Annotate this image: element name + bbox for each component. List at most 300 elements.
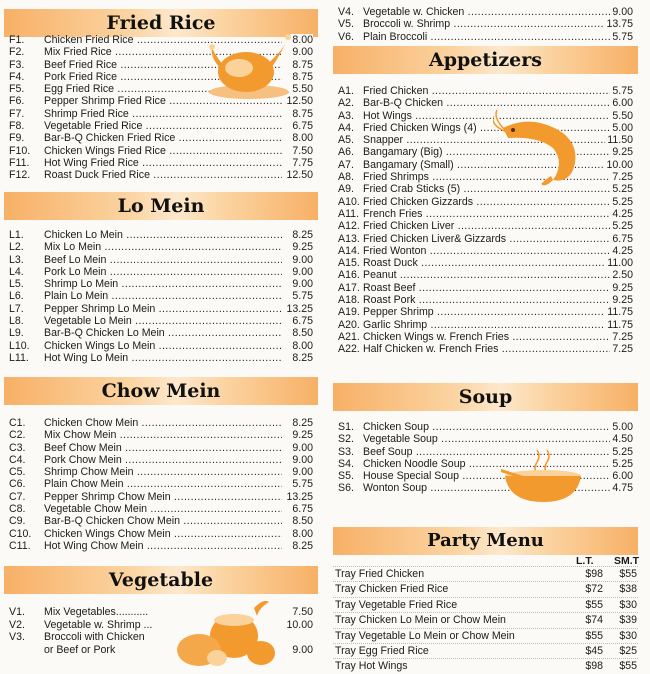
item-name: Chicken Wings Chow Mein .....	[44, 528, 282, 540]
item-price-large-tray: $55	[585, 598, 603, 611]
item-name: Plain Chow Mein .....	[44, 478, 282, 490]
item-price: 5.75	[612, 30, 633, 43]
item-code: L2.	[9, 241, 24, 254]
item-code: F3.	[9, 58, 25, 71]
item-name: Roast Beef .....	[363, 282, 610, 294]
item-code: F1.	[9, 34, 25, 46]
item-code: V2.	[9, 618, 25, 631]
item-name: Roast Pork .....	[363, 294, 610, 306]
menu-item	[333, 159, 638, 171]
item-code: C2.	[9, 429, 26, 442]
item-price: 8.25	[292, 539, 313, 552]
item-price: 7.25	[612, 343, 633, 356]
item-code: C8.	[9, 503, 26, 516]
item-code: C1.	[9, 417, 26, 429]
menu-item	[333, 97, 638, 109]
item-name: Mix Fried Rice .....	[44, 46, 282, 58]
menu-item	[333, 208, 638, 220]
item-name: Chicken Noodle Soup .....	[363, 458, 610, 470]
menu-item	[4, 120, 318, 132]
item-name: Fried Chicken Liver& Gizzards .....	[363, 233, 610, 245]
item-name: Roast Duck .....	[363, 257, 610, 269]
item-price: 5.25	[612, 457, 633, 470]
menu-item	[4, 442, 318, 454]
menu-item	[4, 515, 318, 527]
item-price-small-tray: $38	[619, 583, 637, 596]
item-name: Fried Chicken Wings (4) .....	[363, 122, 610, 134]
item-name: Vegetable Chow Mein .....	[44, 503, 282, 515]
item-name: Beef Chow Mein .....	[44, 442, 282, 454]
item-code: C4.	[9, 453, 26, 466]
item-name: Plain Broccoli .....	[363, 31, 610, 43]
item-price: 13.75	[606, 18, 633, 31]
item-price: 13.25	[286, 302, 313, 315]
item-price: 7.25	[612, 330, 633, 343]
item-code: A21.	[338, 330, 360, 343]
menu-item	[4, 278, 318, 290]
item-price: 11.50	[607, 134, 633, 147]
item-price: 4.50	[612, 433, 633, 446]
item-name: Fried Crab Sticks (5) .....	[363, 183, 610, 195]
party-item	[333, 612, 638, 627]
menu-item	[333, 85, 638, 97]
menu-item	[333, 446, 638, 458]
item-name: Bar-B-Q Chicken Chow Mein .....	[44, 515, 282, 527]
item-price: 5.25	[612, 445, 633, 458]
item-name: or Beef or Pork	[44, 643, 116, 656]
menu-item	[333, 269, 638, 281]
menu-item	[333, 257, 638, 269]
menu-item	[4, 266, 318, 278]
item-price: 8.75	[292, 107, 313, 120]
item-price: 4.25	[612, 244, 633, 257]
menu-item	[4, 417, 318, 429]
menu-item	[4, 229, 318, 241]
item-name: Vegetable w. Shrimp ...	[44, 618, 153, 631]
menu-item	[333, 18, 638, 30]
lo-mein-list	[4, 229, 318, 364]
item-code: L4.	[9, 265, 24, 278]
item-code: F2.	[9, 46, 25, 59]
item-code: F4.	[9, 70, 25, 83]
item-price: 5.75	[612, 85, 633, 97]
menu-item	[4, 327, 318, 339]
item-price: 9.00	[292, 453, 313, 466]
item-name: Peanut .....	[363, 269, 610, 281]
item-code: C10.	[9, 527, 32, 540]
item-price: 8.25	[292, 417, 313, 429]
item-code: A5.	[338, 134, 354, 147]
fried-rice-header: Fried Rice	[4, 9, 318, 37]
item-name: Vegetable Fried Rice .....	[44, 120, 282, 132]
item-name: Roast Duck Fried Rice .....	[44, 169, 282, 181]
item-price-large-tray: $45	[585, 644, 603, 657]
item-price: 9.00	[612, 6, 633, 18]
item-name: Vegetable w. Chicken .....	[363, 6, 610, 18]
item-name: Garlic Shrimp .....	[363, 319, 610, 331]
item-code: S1.	[338, 421, 354, 433]
menu-item	[333, 282, 638, 294]
item-code: C7.	[9, 490, 26, 503]
item-name: Beef Fried Rice .....	[44, 59, 282, 71]
item-code: A13.	[338, 232, 360, 245]
menu-item	[333, 470, 638, 482]
item-price: 8.00	[292, 527, 313, 540]
item-name: Broccoli with Chicken	[44, 631, 145, 644]
item-name: Chicken Soup .....	[363, 421, 610, 433]
item-name: Bar-B-Q Chicken Lo Mein .....	[44, 327, 282, 339]
item-price: 2.50	[612, 269, 633, 282]
item-code: S6.	[338, 482, 354, 495]
item-price: 9.00	[292, 278, 313, 291]
item-price: 9.25	[612, 281, 633, 294]
item-price: 8.00	[292, 132, 313, 145]
item-code: C11.	[9, 539, 31, 552]
item-name: Chicken Lo Mein .....	[44, 229, 282, 241]
item-price: 6.75	[612, 232, 633, 245]
soup-list	[333, 421, 638, 495]
item-price-small-tray: $55	[619, 660, 637, 673]
item-price: 5.00	[612, 421, 633, 433]
soup-bowl-illustration	[501, 448, 586, 504]
menu-item	[333, 306, 638, 318]
item-price-small-tray: $39	[619, 614, 637, 627]
item-code: A8.	[338, 171, 354, 184]
menu-item	[4, 290, 318, 302]
item-price: 4.75	[612, 482, 633, 495]
item-name: Pork Fried Rice .....	[44, 71, 282, 83]
menu-item	[4, 157, 318, 169]
item-name: Tray Fried Chicken	[335, 568, 425, 580]
item-price: 5.25	[612, 183, 633, 196]
item-price: 5.75	[292, 478, 313, 491]
menu-item	[4, 108, 318, 120]
item-price: 9.00	[292, 466, 313, 479]
item-price: 8.75	[292, 58, 313, 71]
item-price: 5.00	[612, 121, 633, 134]
menu-item	[4, 454, 318, 466]
item-name: Egg Fried Rice .....	[44, 83, 282, 95]
item-price: 9.25	[292, 429, 313, 442]
item-name: Fried Shrimps .....	[363, 171, 610, 183]
menu-item	[333, 319, 638, 331]
item-code: A19.	[338, 306, 360, 319]
item-code: F8.	[9, 120, 25, 133]
item-price: 10.00	[606, 158, 633, 171]
item-price: 5.50	[612, 109, 633, 122]
item-price: 9.25	[292, 241, 313, 254]
item-price: 12.50	[286, 169, 313, 182]
item-name: French Fries .....	[363, 208, 610, 220]
item-name: Hot Wings .....	[363, 110, 610, 122]
item-code: A12.	[338, 220, 360, 233]
item-price: 8.00	[292, 339, 313, 352]
menu-item	[4, 466, 318, 478]
menu-item	[4, 132, 318, 144]
item-name: Bar-B-Q Chicken .....	[363, 97, 610, 109]
item-name: Chicken Wings Lo Mein .....	[44, 340, 282, 352]
menu-item	[333, 331, 638, 343]
party-menu-header: Party Menu	[333, 527, 638, 555]
item-code: C9.	[9, 515, 26, 528]
item-name: Fried Chicken .....	[363, 85, 610, 97]
party-item	[333, 643, 638, 658]
item-price: 8.25	[292, 351, 313, 364]
item-code: A16.	[338, 269, 360, 282]
item-price: 4.25	[612, 207, 633, 220]
item-code: F10.	[9, 144, 31, 157]
item-name: Tray Hot Wings	[335, 660, 408, 673]
item-code: A17.	[338, 281, 360, 294]
item-code: V6.	[338, 30, 354, 43]
item-price: 5.50	[292, 83, 313, 96]
menu-item	[4, 503, 318, 515]
item-name: Beef Soup .....	[363, 446, 610, 458]
item-name: Bangamary (Big) .....	[363, 146, 610, 158]
item-price-small-tray: $30	[619, 629, 637, 642]
item-code: C6.	[9, 478, 26, 491]
item-code: V3.	[9, 631, 25, 644]
menu-item	[333, 110, 638, 122]
item-price: 5.25	[612, 220, 633, 233]
item-code: A15.	[338, 257, 360, 270]
item-price: 7.25	[612, 171, 633, 184]
item-name: Hot Wing Lo Mein .....	[44, 352, 282, 364]
menu-item	[333, 171, 638, 183]
item-name: Pepper Shrimp Fried Rice .....	[44, 95, 282, 107]
item-name: Vegetable Lo Mein .....	[44, 315, 282, 327]
item-name: Fried Chicken Liver .....	[363, 220, 610, 232]
chow-mein-list	[4, 417, 318, 552]
item-price: 9.00	[292, 643, 313, 656]
item-name: Vegetable Soup .....	[363, 433, 610, 445]
item-code: L7.	[9, 302, 24, 315]
party-item	[333, 581, 638, 596]
vegetable-continued-list	[333, 6, 638, 43]
vegetable-header: Vegetable	[4, 566, 318, 594]
item-price: 6.00	[612, 470, 633, 483]
menu-item	[4, 169, 318, 181]
party-item	[333, 628, 638, 643]
item-code: A3.	[338, 109, 354, 122]
menu-item	[333, 183, 638, 195]
party-col-smt: SM.T	[614, 555, 640, 567]
item-name: Shrimp Lo Mein .....	[44, 278, 282, 290]
menu-item	[333, 122, 638, 134]
item-name: Broccoli w. Shrimp .....	[363, 18, 610, 30]
item-code: V5.	[338, 18, 354, 31]
item-name: Shrimp Fried Rice .....	[44, 108, 282, 120]
item-code: A14.	[338, 244, 360, 257]
item-code: L1.	[9, 229, 24, 241]
item-price: 9.00	[292, 46, 313, 59]
menu-item	[333, 482, 638, 494]
menu-item	[333, 31, 638, 43]
menu-item	[333, 233, 638, 245]
item-code: L3.	[9, 253, 24, 266]
menu-item	[4, 145, 318, 157]
appetizers-header: Appetizers	[333, 46, 638, 74]
item-code: L6.	[9, 290, 24, 303]
menu-item	[4, 540, 318, 552]
item-code: S5.	[338, 470, 354, 483]
item-price-large-tray: $55	[585, 629, 603, 642]
party-col-lt: L.T.	[576, 555, 594, 567]
item-name: Snapper .....	[363, 134, 610, 146]
appetizers-list	[333, 85, 638, 356]
party-item	[333, 658, 638, 673]
party-item	[333, 597, 638, 612]
menu-item	[4, 478, 318, 490]
item-code: L11.	[9, 351, 29, 364]
item-price-large-tray: $72	[585, 583, 603, 596]
item-code: V4.	[338, 6, 354, 18]
item-name: Tray Vegetable Lo Mein or Chow Mein	[335, 629, 515, 642]
item-name: Bangamary (Small) .....	[363, 159, 610, 171]
menu-item	[333, 146, 638, 158]
item-name: Hot Wing Chow Mein .....	[44, 540, 282, 552]
item-price-large-tray: $98	[585, 660, 603, 673]
item-code: F7.	[9, 107, 25, 120]
item-code: L10.	[9, 339, 30, 352]
item-code: C3.	[9, 441, 26, 454]
item-code: F6.	[9, 95, 25, 108]
item-code: A1.	[338, 85, 354, 97]
item-name: Plain Lo Mein .....	[44, 290, 282, 302]
item-price: 6.75	[292, 503, 313, 516]
item-name: Chicken Chow Mein .....	[44, 417, 282, 429]
item-code: F11.	[9, 156, 30, 169]
item-price: 8.00	[292, 34, 313, 46]
item-code: L5.	[9, 278, 24, 291]
item-name: Chicken Wings Fried Rice .....	[44, 145, 282, 157]
menu-item	[333, 220, 638, 232]
item-price: 9.25	[612, 294, 633, 307]
menu-item	[333, 343, 638, 355]
item-name: Tray Chicken Fried Rice	[335, 583, 449, 596]
item-name: Fried Chicken Gizzards .....	[363, 196, 610, 208]
item-price: 8.50	[292, 327, 313, 340]
item-price: 7.50	[292, 606, 313, 618]
menu-item	[4, 491, 318, 503]
item-code: S4.	[338, 457, 354, 470]
menu-item	[333, 134, 638, 146]
item-name: Hot Wing Fried Rice .....	[44, 157, 282, 169]
item-name: Pepper Shrimp Lo Mein .....	[44, 303, 282, 315]
item-price: 11.75	[607, 318, 633, 331]
item-code: A4.	[338, 121, 354, 134]
menu-item	[4, 241, 318, 253]
item-price: 9.25	[612, 146, 633, 159]
item-code: A20.	[338, 318, 360, 331]
item-price: 8.75	[292, 70, 313, 83]
item-price: 11.00	[607, 257, 633, 270]
menu-item	[333, 245, 638, 257]
item-name: Tray Egg Fried Rice	[335, 644, 429, 657]
item-price: 6.75	[292, 315, 313, 328]
item-price: 7.75	[292, 156, 313, 169]
item-price: 6.00	[612, 97, 633, 110]
item-name: Tray Vegetable Fried Rice	[335, 598, 458, 611]
menu-item	[4, 429, 318, 441]
item-name: Pepper Shrimp Chow Mein .....	[44, 491, 282, 503]
item-price: 11.75	[607, 306, 633, 319]
menu-item	[4, 254, 318, 266]
menu-item	[4, 340, 318, 352]
item-name: Half Chicken w. French Fries .....	[363, 343, 610, 355]
item-code: C5.	[9, 466, 26, 479]
item-price: 9.00	[292, 265, 313, 278]
item-code: A2.	[338, 97, 354, 110]
item-code: A6.	[338, 146, 354, 159]
menu-item	[4, 352, 318, 364]
item-code: L9.	[9, 327, 24, 340]
item-name: House Special Soup .....	[363, 470, 610, 482]
item-name: Bar-B-Q Chicken Fried Rice .....	[44, 132, 282, 144]
item-name: Chicken Wings w. French Fries .....	[363, 331, 610, 343]
menu-item	[333, 458, 638, 470]
item-name: Fried Wonton .....	[363, 245, 610, 257]
vegetable-basket-illustration	[169, 598, 279, 670]
item-name: Tray Chicken Lo Mein or Chow Mein	[335, 614, 506, 627]
menu-item	[333, 294, 638, 306]
menu-item	[333, 196, 638, 208]
item-price: 9.00	[292, 253, 313, 266]
item-price-large-tray: $74	[585, 614, 603, 627]
item-code: F9.	[9, 132, 25, 145]
item-price-small-tray: $25	[619, 644, 637, 657]
item-code: S3.	[338, 445, 354, 458]
item-name: Pork Lo Mein .....	[44, 266, 282, 278]
menu-item	[4, 303, 318, 315]
item-name: Chicken Fried Rice .....	[44, 34, 282, 46]
item-name: Beef Lo Mein .....	[44, 254, 282, 266]
roast-chicken-illustration	[204, 30, 294, 105]
item-code: V1.	[9, 606, 25, 618]
item-price: 8.25	[292, 229, 313, 241]
soup-header: Soup	[333, 383, 638, 411]
item-price: 7.50	[292, 144, 313, 157]
item-price-large-tray: $98	[585, 568, 603, 580]
menu-item	[4, 528, 318, 540]
party-item	[333, 566, 638, 581]
item-name: Pepper Shrimp .....	[363, 306, 610, 318]
item-price: 13.25	[286, 490, 313, 503]
item-code: F12.	[9, 169, 31, 182]
item-name: Mix Lo Mein .....	[44, 241, 282, 253]
item-code: A11.	[338, 207, 360, 220]
menu-item	[333, 421, 638, 433]
menu-item	[333, 433, 638, 445]
item-code: A22.	[338, 343, 360, 356]
item-code: L8.	[9, 315, 24, 328]
item-price: 5.25	[612, 195, 633, 208]
item-price-small-tray: $30	[619, 598, 637, 611]
menu-item	[333, 6, 638, 18]
item-code: A7.	[338, 158, 354, 171]
item-price: 5.75	[292, 290, 313, 303]
item-price: 12.50	[286, 95, 313, 108]
item-name: Shrimp Chow Mein .....	[44, 466, 282, 478]
item-name: Wonton Soup .....	[363, 482, 610, 494]
item-code: S2.	[338, 433, 354, 446]
shrimp-illustration	[493, 108, 588, 188]
item-code: F5.	[9, 83, 25, 96]
item-price: 10.00	[286, 618, 313, 631]
menu-item	[4, 315, 318, 327]
item-price: 8.50	[292, 515, 313, 528]
chow-mein-header: Chow Mein	[4, 377, 318, 405]
